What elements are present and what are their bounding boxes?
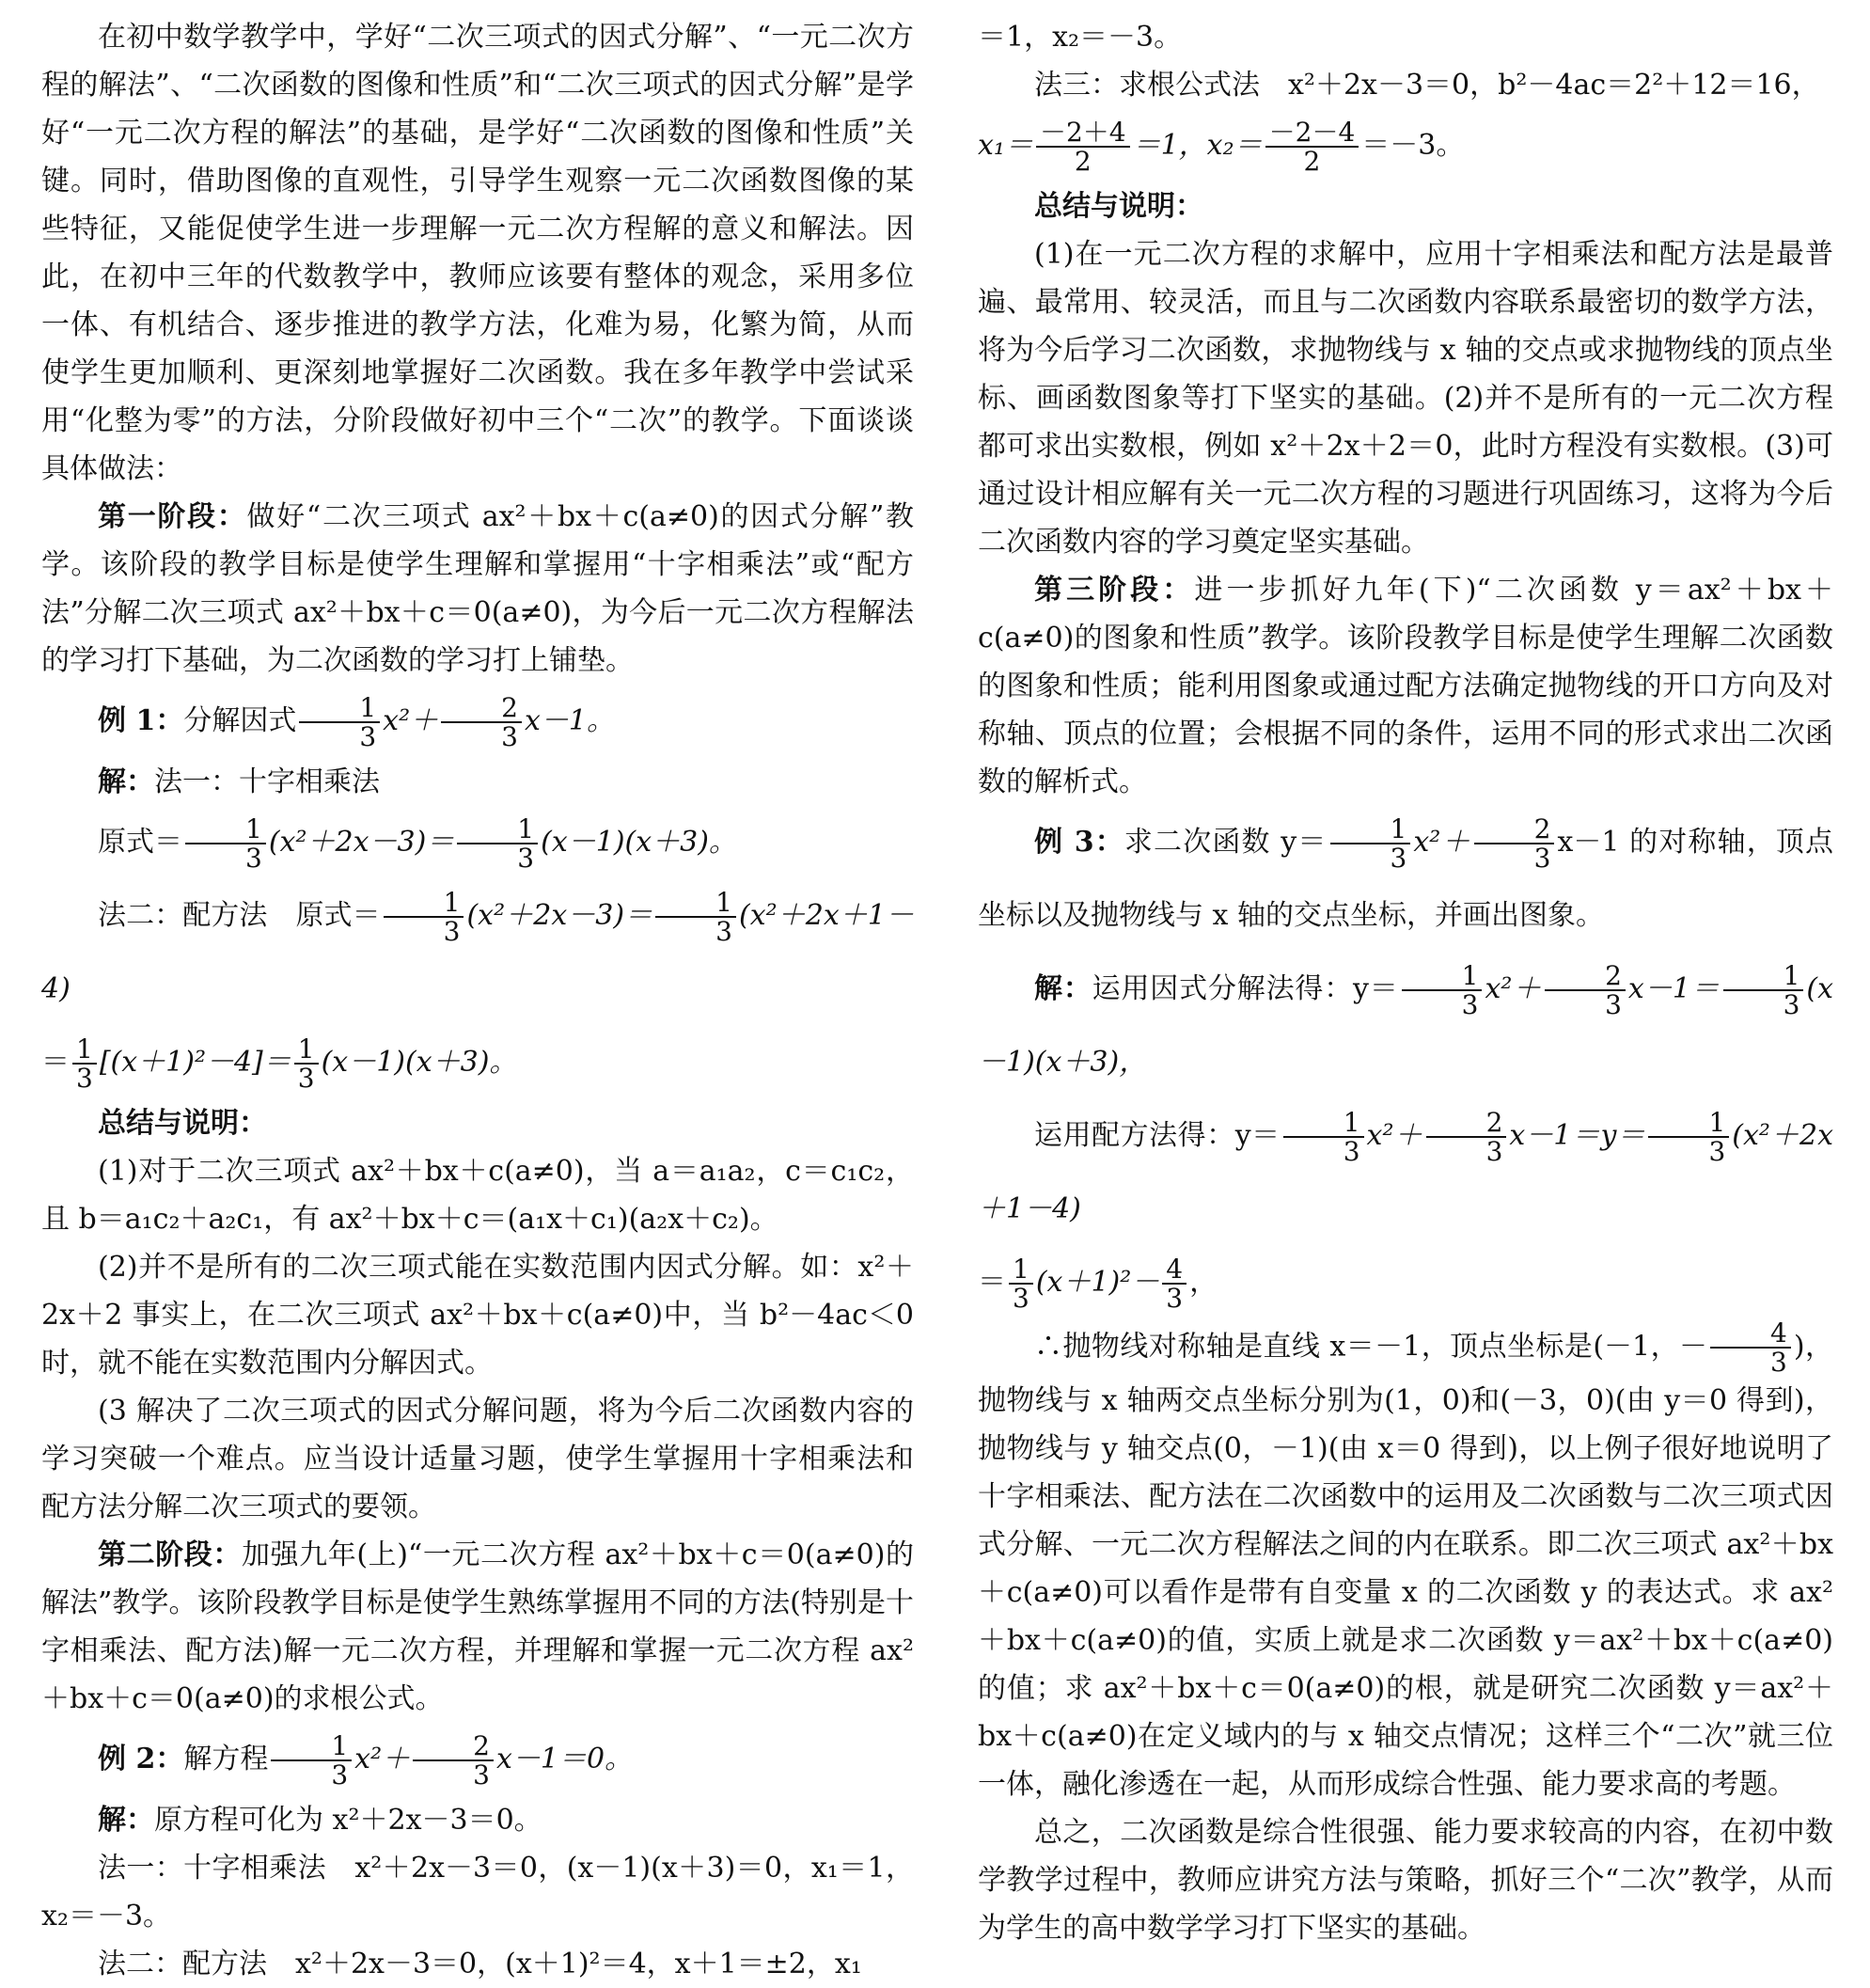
final-paragraph: 总之，二次函数是综合性很强、能力要求较高的内容，在初中数学教学过程中，教师应讲究方法与策略，抓好三个“二次”教学，从而为学生的高中数学学习打下坚实的基础。 [978, 1815, 1833, 1945]
example1-line [41, 685, 914, 758]
stage1-text: 做好“二次三项式 ax²＋bx＋c(a≠0)的因式分解”教学。该阶段的教学目标是使学生理解和掌握用“十字相乘法”或“配方法”分解二次三项式 ax²＋bx＋c＝0(a≠0)，为今后一元二次方程解法的学习打下基础，为二次函数的学习打上铺垫。 [41, 500, 915, 677]
note1: (1)对于二次三项式 ax²＋bx＋c(a≠0)，当 a＝a₁a₂，c＝c₁c₂，且 b＝a₁c₂＋a₂c₁，有 ax²＋bx＋c＝(a₁x＋c₁)(a₂x＋c₂)。 [41, 1155, 914, 1236]
fraction-4-3: $\frac{4}{3}$ [1710, 1319, 1791, 1377]
conclusion-paragraph: ∴抛物线对称轴是直线 x＝－1，顶点坐标是(－1，－ $\frac{4}{3}$ )，抛物线与 x 轴两交点坐标分别为(1，0)和(－3，0)(由 y＝0 得到)，抛物线与 y 轴交点(0，－1)(由 x＝0 得到)，以上例子很好地说明了十字相乘法、配方法在二次函数中的运用及二次函数与二次三项式因式分解、一元二次方程解法之间的内在联系。即二次三项式 ax²＋bx＋c(a≠0)可以看作是带有自变量 x 的二次函数 y 的表达式。求 ax²＋bx＋c(a≠0)的值，实质上就是求二次函数 y＝ax²＋bx＋c(a≠0)的值；求 ax²＋bx＋c＝0(a≠0)的根，就是研究二次函数 y＝ax²＋bx＋c(a≠0)在定义域内的与 x 轴交点情况；这样三个“二次”就三位一体，融化渗透在一起，从而形成综合性强、能力要求高的考题。 [978, 1317, 1833, 1801]
example1-expr: x²＋ [383, 704, 439, 737]
example2-label: 例 2： [98, 1743, 184, 1775]
example1-text: 分解因式 [183, 704, 297, 737]
fraction-root2: $\frac{-2-4}{2}$ [1265, 118, 1359, 176]
solution1-line: 原式＝ $\frac{1}{3}$ (x²＋2x－3)＝ $\frac{1}{3}$ (x－1)(x＋3)。 [98, 813, 737, 874]
example2-method2: 法二：配方法 x²＋2x－3＝0，(x＋1)²＝4，x＋1＝±2，x₁ [98, 1948, 862, 1980]
solution1-method1 [41, 758, 914, 806]
summary1-label: 总结与说明： [98, 1107, 267, 1140]
example2-method1: 法一：十字相乘法 x²＋2x－3＝0，(x－1)(x＋3)＝0，x₁＝1，x₂＝－3。 [41, 1852, 914, 1933]
solution-label: 解： [98, 765, 154, 798]
fraction-root1: $\frac{-2+4}{2}$ [1036, 118, 1130, 176]
right-column [978, 13, 1833, 1952]
example3-label: 例 3： [1034, 826, 1124, 859]
method1-label: 法一：十字相乘法 [154, 765, 380, 798]
summary2-text: (1)在一元二次方程的求解中，应用十字相乘法和配方法是最普遍、最常用、较灵活，而且与二次函数内容联系最密切的数学方法，将为今后学习二次函数，求抛物线与 x 轴的交点或求抛物线的顶点坐标、画函数图象等打下坚实的基础。(2)并不是所有的一元二次方程都可求出实数根，例如 x²＋2x＋2＝0，此时方程没有实数根。(3)可通过设计相应解有关一元二次方程的习题进行巩固练习，这将为今后二次函数内容的学习奠定坚实基础。 [978, 238, 1833, 559]
note3: (3 解决了二次三项式的因式分解问题，将为今后二次函数内容的学习突破一个难点。应当设计适量习题，使学生掌握用十字相乘法和配方法分解二次三项式的要领。 [41, 1395, 914, 1523]
example3-completing-square-line2: ＝ $\frac{1}{3}$ (x＋1)²－ $\frac{4}{3}$ ， [978, 1253, 1218, 1314]
stage3-text: 进一步抓好九年(下)“二次函数 y＝ax²＋bx＋c(a≠0)的图象和性质”教学。该阶段教学目标是使学生理解二次函数的图象和性质；能利用图象或通过配方法确定抛物线的开口方向及对称轴、顶点的位置；会根据不同的条件，运用不同的形式求出二次函数的解析式。 [978, 574, 1834, 798]
stage1-label: 第一阶段： [98, 500, 247, 533]
fraction-1-3: $\frac{1}{3}$ [299, 694, 380, 751]
example1-tail: x－1。 [524, 704, 615, 737]
stage3-label: 第三阶段： [1034, 574, 1195, 607]
method3-line2: x₁＝ $\frac{-2+4}{2}$ ＝1，x₂＝ $\frac{-2-4}{2}$ ＝－3。 [978, 116, 1465, 177]
left-column [41, 13, 914, 1988]
note2: (2)并不是所有的二次三项式能在实数范围内因式分解。如：x²＋2x＋2 事实上，在二次三项式 ax²＋bx＋c(a≠0)中，当 b²－4ac＜0 时，就不能在实数范围内分解因式。 [41, 1251, 914, 1380]
solution2-line2: ＝ $\frac{1}{3}$ [(x＋1)²－4]＝ $\frac{1}{3}$ (x－1)(x＋3)。 [41, 1033, 518, 1094]
stage2-text: 加强九年(上)“一元二次方程 ax²＋bx＋c＝0(a≠0)的解法”教学。该阶段教学目标是使学生熟练掌握用不同的方法(特别是十字相乘法、配方法)解一元二次方程，并理解和掌握一元二次方程 ax²＋bx＋c＝0(a≠0)的求根公式。 [41, 1538, 914, 1715]
stage2-label: 第二阶段： [98, 1538, 242, 1571]
example2-solution: 解：原方程可化为 x²＋2x－3＝0。 [98, 1804, 542, 1837]
example3-completing-square: 运用配方法得：y＝ $\frac{1}{3}$ x²＋ $\frac{2}{3}$ x－1＝y＝ $\frac{1}{3}$ (x²＋2x＋1－4) [978, 1106, 1834, 1225]
method2-continuation: ＝1，x₂＝－3。 [978, 21, 1183, 54]
stage2-paragraph [41, 1531, 914, 1723]
stage3-paragraph [978, 566, 1833, 806]
intro-paragraph: 在初中数学教学中，学好“二次三项式的因式分解”、“一元二次方程的解法”、“二次函数的图像和性质”和“二次三项式的因式分解”是学好“一元二次方程的解法”的基础，是学好“二次函数的图像和性质”关键。同时，借助图像的直观性，引导学生观察一元二次函数图像的某些特征，又能促使学生进一步理解一元二次方程解的意义和解法。因此，在初中三年的代数教学中，教师应该要有整体的观念，采用多位一体、有机结合、逐步推进的教学方法，化难为易，化繁为简，从而使学生更加顺利、更深刻地掌握好二次函数。我在多年教学中尝试采用“化整为零”的方法，分阶段做好初中三个“二次”的教学。下面谈谈具体做法： [41, 21, 914, 485]
method3-line1: 法三：求根公式法 x²＋2x－3＝0，b²－4ac＝2²＋12＝16， [1034, 69, 1820, 102]
summary2-label: 总结与说明： [1034, 190, 1203, 223]
stage1-paragraph [41, 493, 914, 685]
example3-solution: 解：运用因式分解法得：y＝ $\frac{1}{3}$ x²＋ $\frac{2}{3}$ x－1＝ $\frac{1}{3}$ (x－1)(x＋3)， [978, 959, 1834, 1079]
fraction-2-3: $\frac{2}{3}$ [441, 694, 522, 751]
example3-paragraph: 例 3：求二次函数 y＝ $\frac{1}{3}$ x²＋ $\frac{2}{3}$ x－1 的对称轴，顶点坐标以及抛物线与 x 轴的交点坐标，并画出图象。 [978, 813, 1833, 932]
example1-label: 例 1： [98, 704, 184, 737]
example2-line: 例 2：解方程 $\frac{1}{3}$ x²＋ $\frac{2}{3}$ x－1＝0。 [98, 1729, 634, 1791]
solution2-line: 法二：配方法 原式＝ $\frac{1}{3}$ (x²＋2x－3)＝ $\frac{1}{3}$ (x²＋2x＋1－4) [41, 886, 914, 1005]
